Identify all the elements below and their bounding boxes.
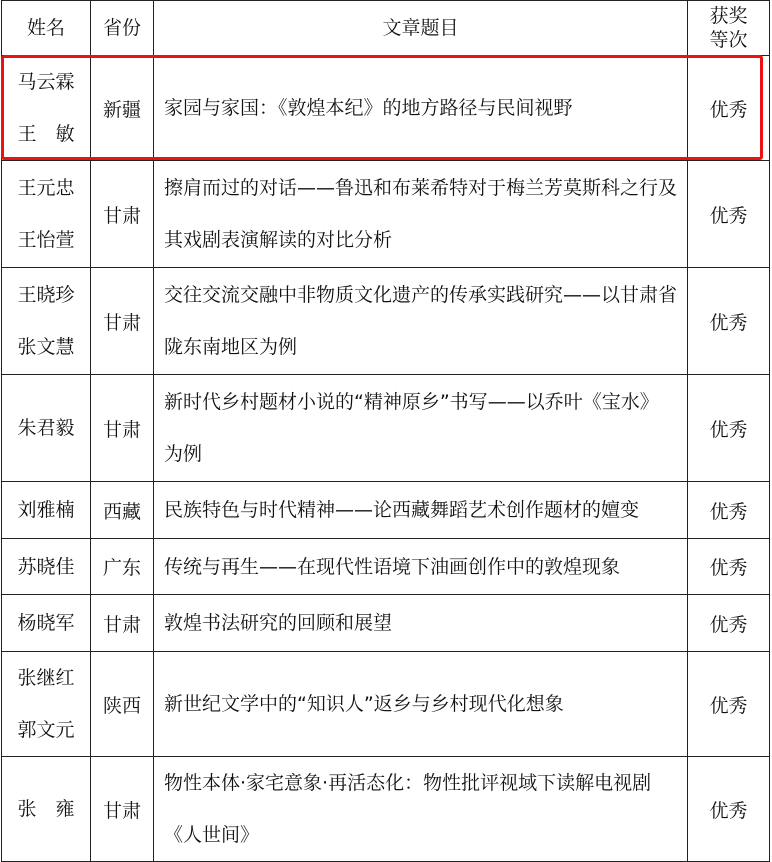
title-cell: 物性本体·家宅意象·再活态化：物性批评视域下读解电视剧《人世间》 [154, 757, 688, 862]
author-name: 王怡萱 [17, 229, 75, 251]
award-cell: 优秀 [688, 757, 770, 862]
table-row [2, 652, 770, 757]
author-name: 朱君毅 [17, 417, 75, 439]
title-cell: 交往交流交融中非物质文化遗产的传承实践研究——以甘肃省陇东南地区为例 [154, 268, 688, 375]
award-cell: 优秀 [688, 482, 770, 539]
author-cell [2, 375, 91, 482]
table-row [2, 539, 770, 595]
province-cell: 甘肃 [91, 268, 154, 375]
header-province: 省份 [91, 1, 154, 56]
author-name: 王晓珍 [17, 284, 75, 306]
author-cell [2, 56, 91, 161]
author-cell [2, 539, 91, 595]
table-row [2, 56, 770, 161]
province-cell: 甘肃 [91, 375, 154, 482]
award-cell: 优秀 [688, 539, 770, 595]
title-cell: 民族特色与时代精神——论西藏舞蹈艺术创作题材的嬗变 [154, 482, 688, 539]
header-name: 姓名 [2, 1, 91, 56]
award-cell: 优秀 [688, 652, 770, 757]
province-cell: 西藏 [91, 482, 154, 539]
author-name: 张 雍 [17, 798, 75, 820]
author-name: 张文慧 [17, 336, 75, 358]
author-cell [2, 595, 91, 652]
title-cell: 传统与再生——在现代性语境下油画创作中的敦煌现象 [154, 539, 688, 595]
table-row [2, 482, 770, 539]
award-cell: 优秀 [688, 161, 770, 268]
author-name: 王元忠 [17, 177, 75, 199]
author-name: 王 敏 [17, 123, 75, 145]
author-name: 苏晓佳 [17, 555, 75, 578]
author-name: 刘雅楠 [17, 499, 75, 521]
awards-table [1, 0, 770, 862]
author-name: 杨晓军 [17, 612, 75, 634]
table-row [2, 268, 770, 375]
header-title: 文章题目 [154, 1, 688, 56]
table-row [2, 595, 770, 652]
author-cell [2, 482, 91, 539]
author-name: 郭文元 [17, 719, 75, 741]
province-cell: 甘肃 [91, 161, 154, 268]
title-cell: 新世纪文学中的“知识人”返乡与乡村现代化想象 [154, 652, 688, 757]
province-cell: 陕西 [91, 652, 154, 757]
title-cell: 新时代乡村题材小说的“精神原乡”书写——以乔叶《宝水》为例 [154, 375, 688, 482]
award-cell: 优秀 [688, 268, 770, 375]
province-cell: 新疆 [91, 56, 154, 161]
author-name: 张继红 [17, 667, 75, 689]
header-award-text: 获奖等次 [709, 5, 748, 51]
title-cell: 家园与家国：《敦煌本纪》的地方路径与民间视野 [154, 56, 688, 161]
table-row [2, 161, 770, 268]
award-cell: 优秀 [688, 56, 770, 161]
award-cell: 优秀 [688, 375, 770, 482]
header-row [2, 1, 770, 56]
province-cell: 甘肃 [91, 757, 154, 862]
province-cell: 广东 [91, 539, 154, 595]
author-cell [2, 652, 91, 757]
author-name: 马云霖 [17, 71, 75, 93]
province-cell: 甘肃 [91, 595, 154, 652]
author-cell [2, 161, 91, 268]
title-cell: 敦煌书法研究的回顾和展望 [154, 595, 688, 652]
title-cell: 擦肩而过的对话——鲁迅和布莱希特对于梅兰芳莫斯科之行及其戏剧表演解读的对比分析 [154, 161, 688, 268]
author-cell [2, 268, 91, 375]
table-row [2, 375, 770, 482]
award-cell: 优秀 [688, 595, 770, 652]
header-award [688, 1, 770, 56]
